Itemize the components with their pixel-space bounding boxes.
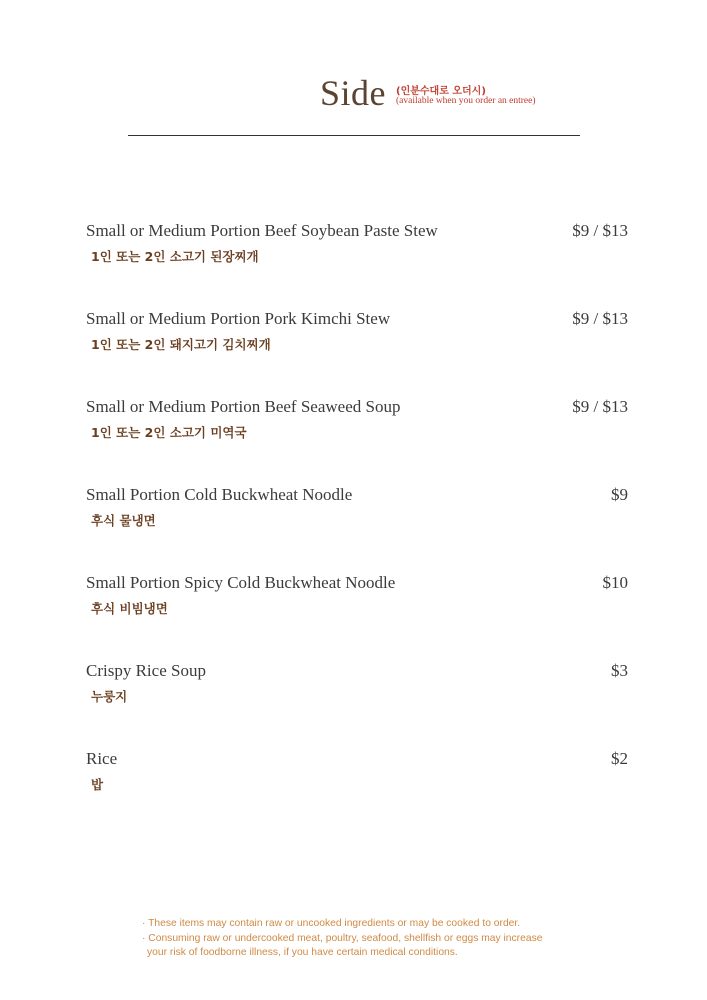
item-name-korean: 1인 또는 2인 소고기 미역국 — [91, 425, 247, 440]
page-title: Side — [320, 73, 387, 113]
menu-item — [86, 309, 628, 369]
item-price: $9 — [611, 485, 628, 504]
order-note-korean: (인분수대로 오더시) — [396, 86, 486, 97]
item-name: Crispy Rice Soup — [86, 661, 206, 680]
item-name-korean: 후식 물냉면 — [91, 513, 156, 528]
disclaimer-line: · These items may contain raw or uncooked ingredients or may be cooked to order. — [142, 918, 521, 929]
menu-item — [86, 573, 628, 633]
item-name: Small Portion Spicy Cold Buckwheat Noodle — [86, 573, 396, 592]
item-name-korean: 1인 또는 2인 돼지고기 김치찌개 — [91, 337, 271, 352]
disclaimer-line: your risk of foodborne illness, if you have certain medical conditions. — [147, 947, 458, 958]
disclaimer-line: · Consuming raw or undercooked meat, poultry, seafood, shellfish or eggs may increase — [142, 932, 543, 944]
header-divider — [128, 135, 580, 136]
item-price: $9 / $13 — [572, 309, 628, 328]
item-name: Small or Medium Portion Beef Soybean Paste Stew — [86, 221, 438, 240]
menu-item — [86, 749, 628, 809]
item-name-korean: 누룽지 — [91, 689, 128, 704]
item-name-korean: 밥 — [91, 777, 104, 792]
item-name: Small or Medium Portion Pork Kimchi Stew — [86, 309, 391, 328]
menu-item — [86, 485, 628, 545]
health-disclaimer — [142, 917, 612, 961]
menu-item — [86, 661, 628, 721]
menu-item — [86, 221, 628, 281]
item-name-korean: 1인 또는 2인 소고기 된장찌개 — [91, 249, 259, 264]
item-name: Small Portion Cold Buckwheat Noodle — [86, 485, 353, 504]
item-price: $2 — [611, 749, 628, 768]
item-name-korean: 후식 비빔냉면 — [91, 601, 168, 616]
menu-item — [86, 397, 628, 457]
item-name: Rice — [86, 749, 118, 768]
item-price: $9 / $13 — [572, 221, 628, 240]
item-price: $9 / $13 — [572, 397, 628, 416]
item-name: Small or Medium Portion Beef Seaweed Soup — [86, 397, 401, 416]
menu-header — [0, 70, 707, 120]
order-note-english: (available when you order an entree) — [396, 96, 536, 106]
item-price: $10 — [602, 573, 628, 592]
item-price: $3 — [611, 661, 628, 680]
